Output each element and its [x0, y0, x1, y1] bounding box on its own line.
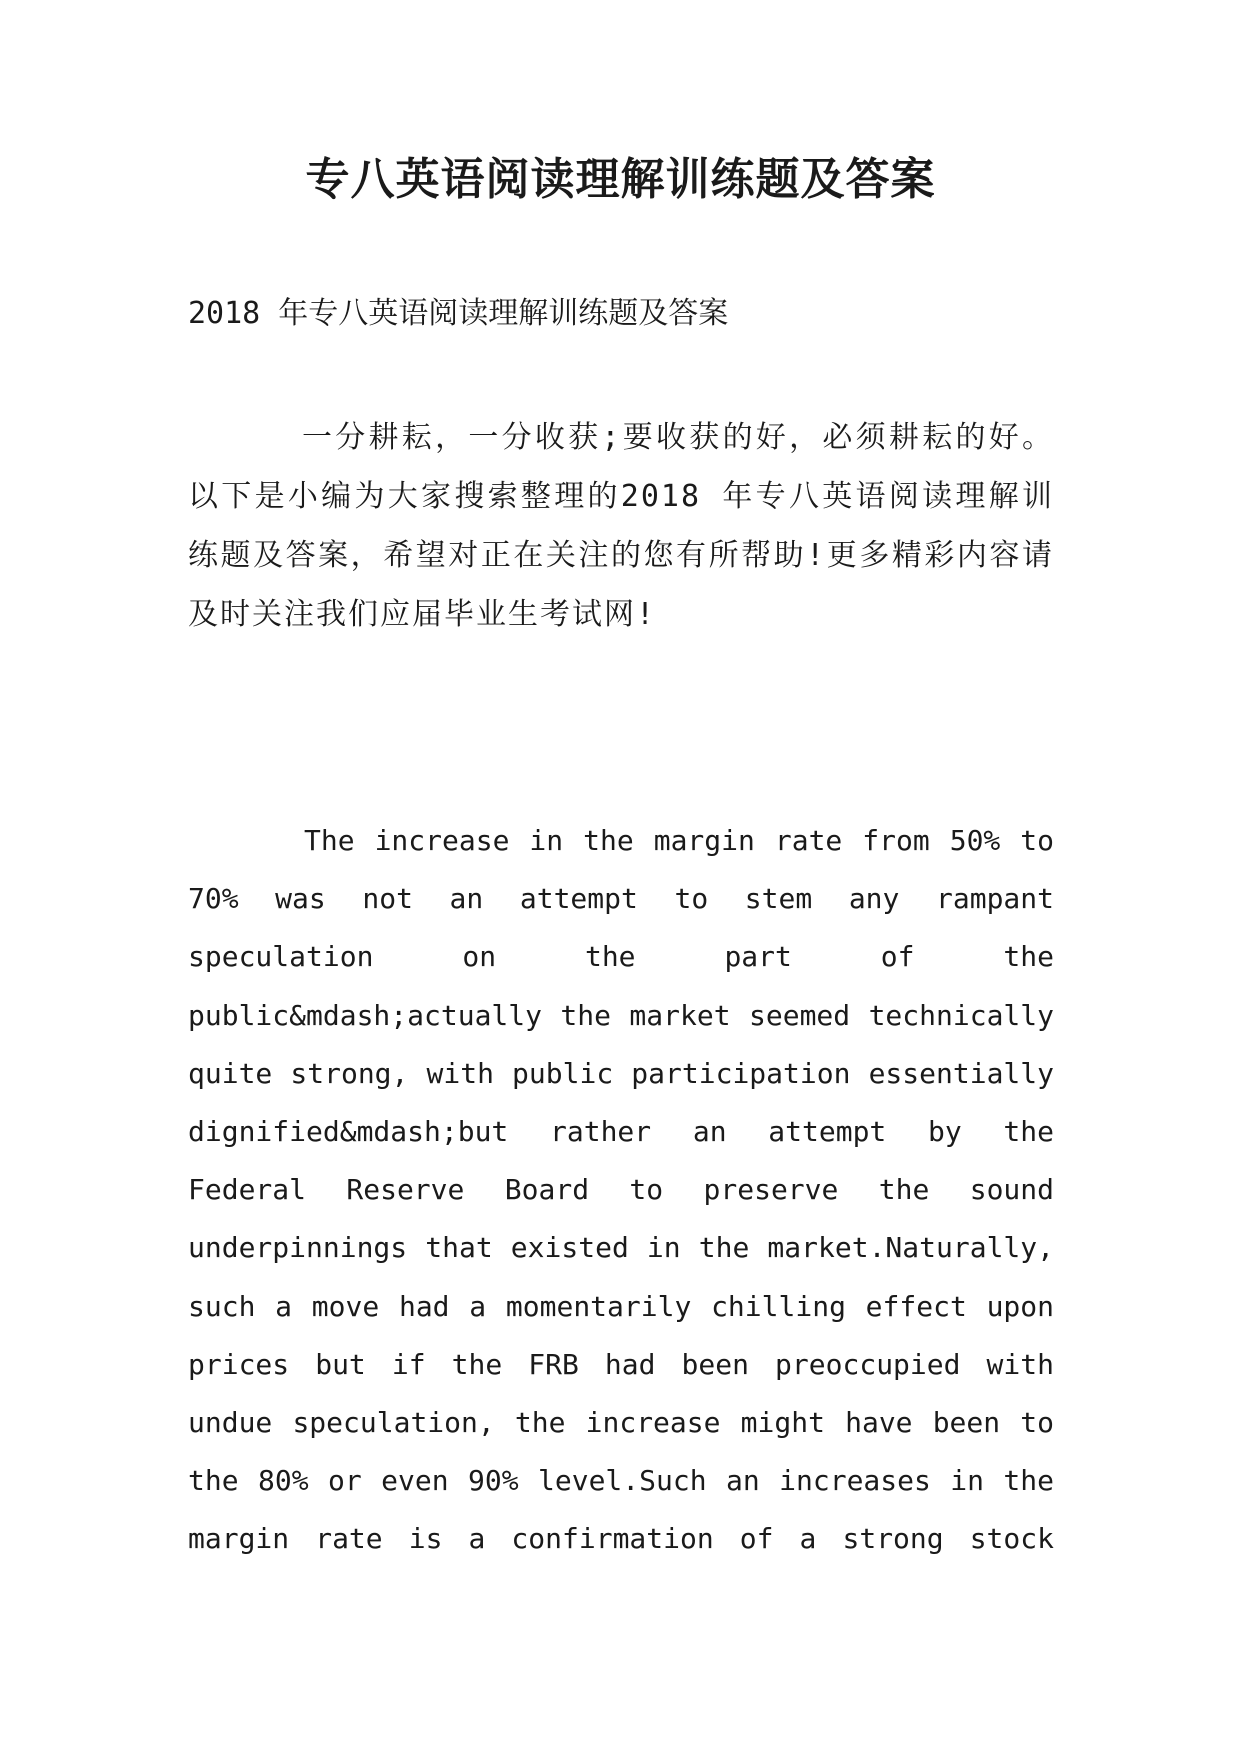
reading-passage: The increase in the margin rate from 50% to 70% was not an attempt to stem any rampant speculation on the part of the public&mdash;actually the market seemed technically quite strong, with public participation essentially dignified&mdash;but rather an attempt by the Federal Reserve Board to preserve the sound underpinnings that existed in the market.Naturally, such a move had a momentarily chilling effect upon prices but if the FRB had been preoccupied with undue speculation, the increase might have been to the 80% or even 90% level.Such an increases in the margin rate is a confirmation of a strong stock	[188, 824, 1054, 1556]
document-title: 专八英语阅读理解训练题及答案	[305, 154, 936, 205]
intro-paragraph: 一分耕耘，一分收获;要收获的好，必须耕耘的好。以下是小编为大家搜索整理的2018 年专八英语阅读理解训练题及答案，希望对正在关注的您有所帮助!更多精彩内容请及时关注我们应届毕业生考试网!	[188, 420, 1054, 632]
document-subtitle: 2018 年专八英语阅读理解训练题及答案	[188, 296, 729, 331]
